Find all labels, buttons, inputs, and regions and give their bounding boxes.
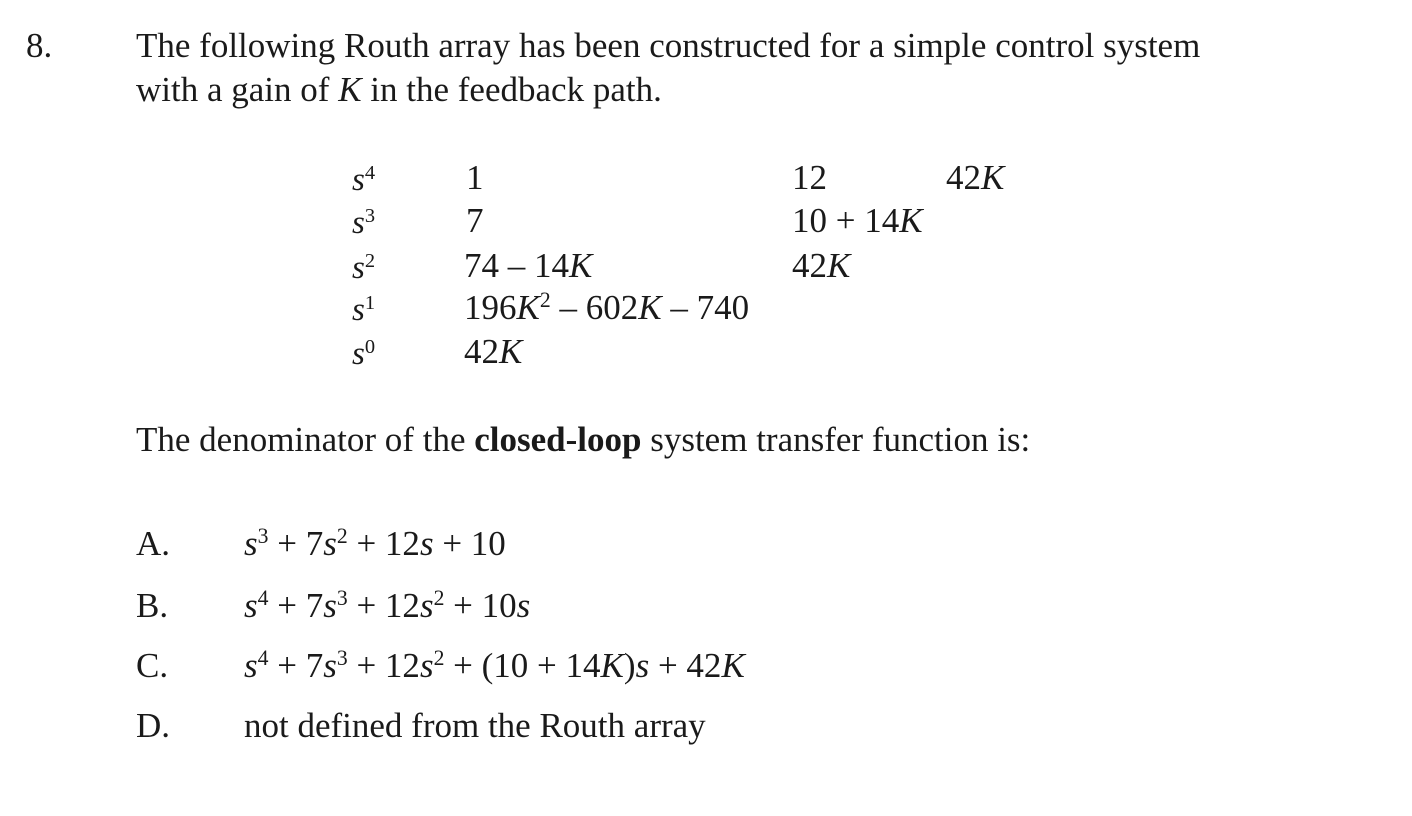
option-d-label[interactable]: D.: [136, 706, 171, 745]
option-a-label[interactable]: A.: [136, 524, 171, 563]
gain-symbol: K: [338, 70, 362, 109]
question-prompt: [136, 422, 1030, 457]
row-label-s0: $s^0$: [352, 335, 376, 372]
row-label-s3: $s^3$: [352, 204, 376, 241]
row-label-s2: $s^2$: [352, 249, 376, 286]
option-c-label[interactable]: C.: [136, 646, 169, 685]
cell: 12: [792, 158, 827, 197]
question-line-2-end: in the feedback path.: [361, 70, 662, 109]
option-a-text[interactable]: $s^3 + 7s^2 + 12s + 10$: [244, 524, 506, 563]
row-label-s4: $s^4$: [352, 161, 376, 198]
row-power: 3: [364, 204, 376, 227]
prompt-bold: closed-loop: [474, 420, 642, 459]
cell: 42K: [464, 332, 523, 371]
option-c-text[interactable]: $s^4 + 7s^3 + 12s^2 + (10 + 14K)s + 42K$: [244, 646, 745, 685]
row-label-s1: $s^1$: [352, 291, 376, 328]
row-power: 1: [364, 291, 376, 314]
row-power: 4: [364, 161, 376, 184]
option-d-text[interactable]: not defined from the Routh array: [244, 706, 706, 745]
cell: 7: [466, 201, 484, 240]
cell: 74 – 14K: [464, 246, 593, 285]
question-line-1: The following Routh array has been constructed for a simple control system: [136, 26, 1201, 65]
question-line-2: [136, 72, 662, 107]
prompt-end: system transfer function is:: [641, 420, 1031, 459]
cell: 1: [466, 158, 484, 197]
option-b-text[interactable]: $s^4 + 7s^3 + 12s^2 + 10s$: [244, 586, 531, 625]
cell: 42K: [792, 246, 851, 285]
question-line-2-start: with a gain of: [136, 70, 339, 109]
cell: $196K^2 - 602K - 740$: [464, 288, 750, 327]
prompt-start: The denominator of the: [136, 420, 475, 459]
option-b-label[interactable]: B.: [136, 586, 169, 625]
cell: 10 + 14K: [792, 201, 923, 240]
cell: 42K: [946, 158, 1005, 197]
row-power: 2: [364, 249, 376, 272]
row-power: 0: [364, 335, 376, 358]
question-number: 8.: [26, 26, 53, 65]
